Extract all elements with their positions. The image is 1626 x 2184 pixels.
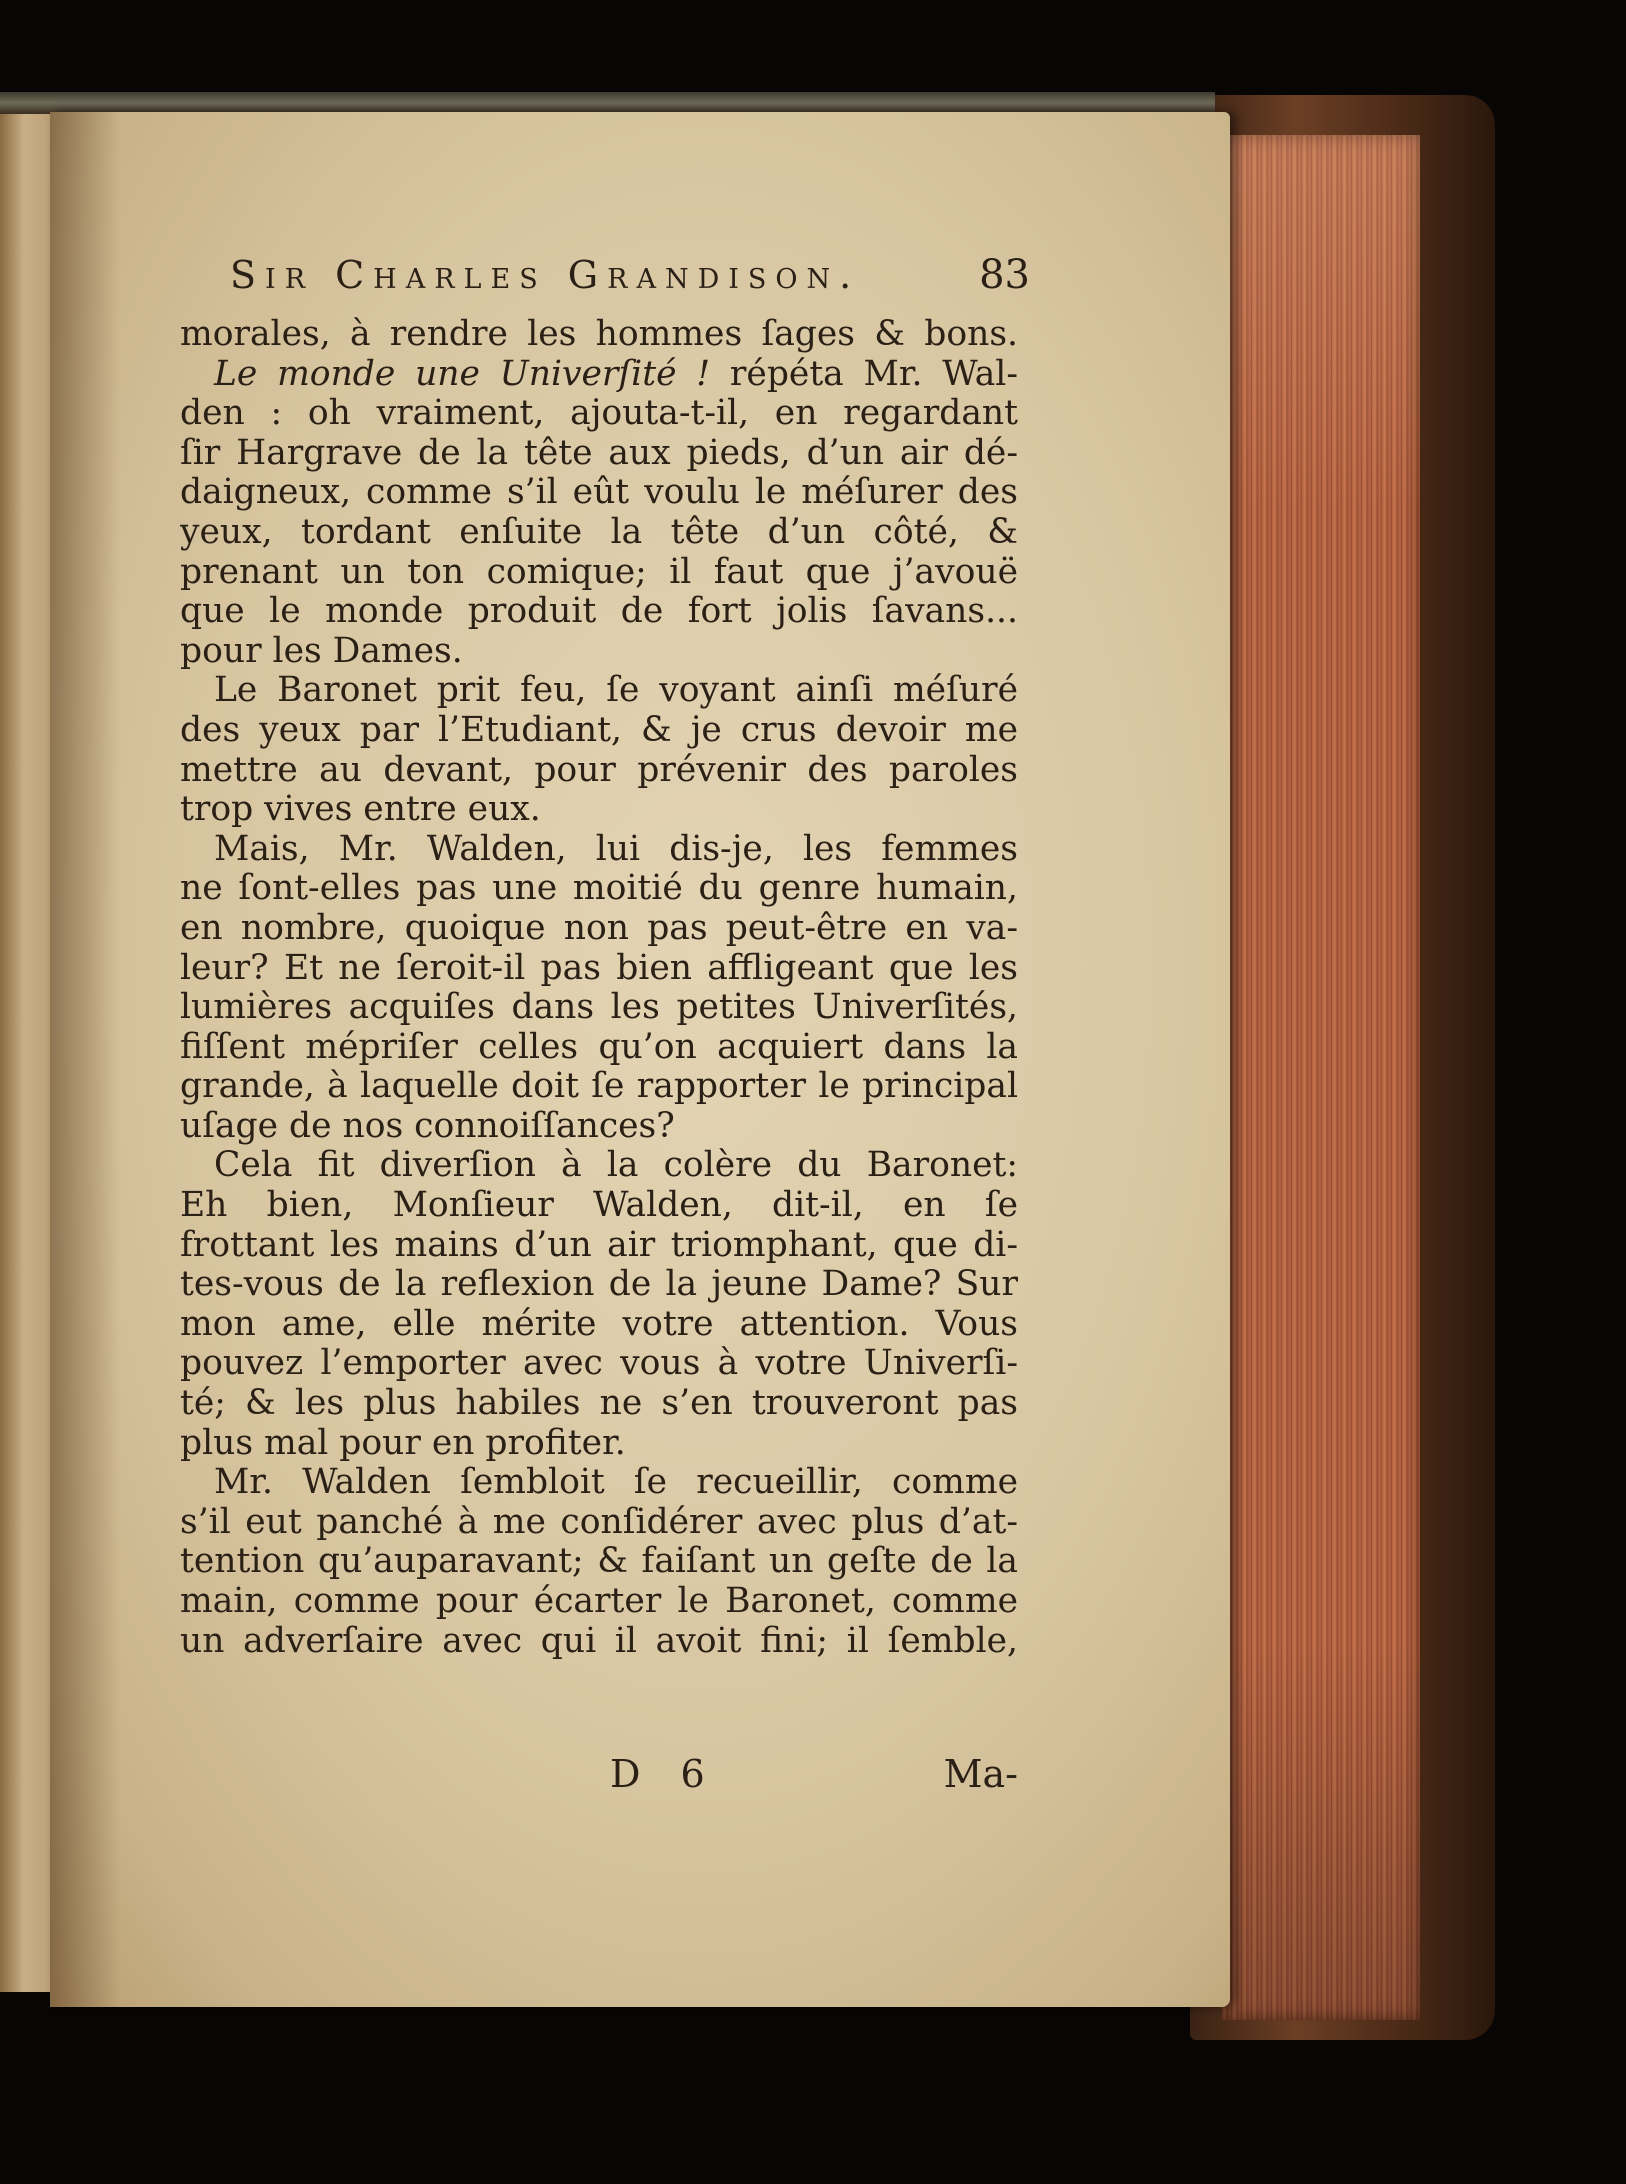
text-line: main, comme pour écarter le Baronet, comme — [180, 1582, 1018, 1621]
page-fore-edge — [1222, 135, 1420, 2020]
text-line: yeux, tordant enſuite la tête d’un côté, & — [180, 512, 1018, 552]
catchword: Ma- — [943, 1752, 1018, 1796]
text-line: mettre au devant, pour prévenir des paroles — [180, 750, 1018, 790]
page-footer — [180, 1752, 1018, 1798]
text-line: morales, à rendre les hommes ſages & bons. — [180, 315, 1018, 354]
text-line: daigneux, comme s’il eût voulu le méſurer des — [180, 473, 1018, 513]
text-line: Le Baronet prit feu, ſe voyant ainſi méſuré — [214, 671, 1018, 711]
headband — [0, 92, 1215, 114]
text-line: que le monde produit de fort jolis ſavans... — [180, 592, 1018, 632]
text-line: des yeux par l’Etudiant, & je crus devoir me — [180, 710, 1018, 750]
text-line: Mais, Mr. Walden, lui dis-je, les femmes — [214, 829, 1018, 869]
text-line: mon ame, elle mérite votre attention. Vous — [180, 1304, 1018, 1344]
italic-phrase: Le monde une Univerſité ! — [214, 354, 711, 394]
body-text — [180, 315, 1018, 1661]
signature-mark: D 6 — [610, 1752, 719, 1796]
text-segment: répéta Mr. Wal- — [710, 354, 1018, 394]
text-line: en nombre, quoique non pas peut-être en va- — [180, 908, 1018, 948]
text-line: prenant un ton comique; il faut que j’avouë — [180, 552, 1018, 592]
text-line: leur? Et ne ſeroit-il pas bien affligeant que les — [180, 948, 1018, 988]
text-line: trop vives entre eux. — [180, 790, 541, 830]
text-line — [180, 355, 1018, 395]
running-title: Sir Charles Grandison. — [230, 253, 861, 297]
text-line: s’il eut panché à me conſidérer avec plus d’at- — [180, 1502, 1018, 1542]
text-line: Eh bien, Monſieur Walden, dit-il, en ſe — [180, 1186, 1018, 1226]
text-line: uſage de nos connoiſſances? — [180, 1106, 675, 1146]
text-line: pour les Dames. — [180, 631, 463, 671]
running-head — [230, 252, 1030, 312]
text-line: ne ſont-elles pas une moitié du genre humain, — [180, 869, 1018, 909]
text-line: té; & les plus habiles ne s’en trouveront pas — [180, 1384, 1018, 1424]
text-line: frottant les mains d’un air triomphant, que di- — [180, 1225, 1018, 1265]
text-line: un adverſaire avec qui il avoit fini; il ſemble, — [180, 1621, 1018, 1661]
text-line: grande, à laquelle doit ſe rapporter le principal — [180, 1067, 1018, 1107]
text-line: pouvez l’emporter avec vous à votre Univerſi- — [180, 1344, 1018, 1384]
text-line: fiſſent mépriſer celles qu’on acquiert dans la — [180, 1027, 1018, 1067]
text-line: plus mal pour en profiter. — [180, 1423, 626, 1463]
text-line: den : oh vraiment, ajouta-t-il, en regardant — [180, 394, 1018, 434]
text-line: tention qu’auparavant; & faiſant un geſte de la — [180, 1542, 1018, 1582]
text-line: tes-vous de la reflexion de la jeune Dame? Sur — [180, 1265, 1018, 1305]
text-line: lumières acquiſes dans les petites Univerſités, — [180, 988, 1018, 1028]
text-line: ſir Hargrave de la tête aux pieds, d’un air dé- — [180, 433, 1018, 473]
text-line: Mr. Walden ſembloit ſe recueillir, comme — [214, 1463, 1018, 1503]
text-line: Cela fit diverſion à la colère du Baronet: — [214, 1146, 1018, 1186]
page-number: 83 — [979, 252, 1030, 298]
